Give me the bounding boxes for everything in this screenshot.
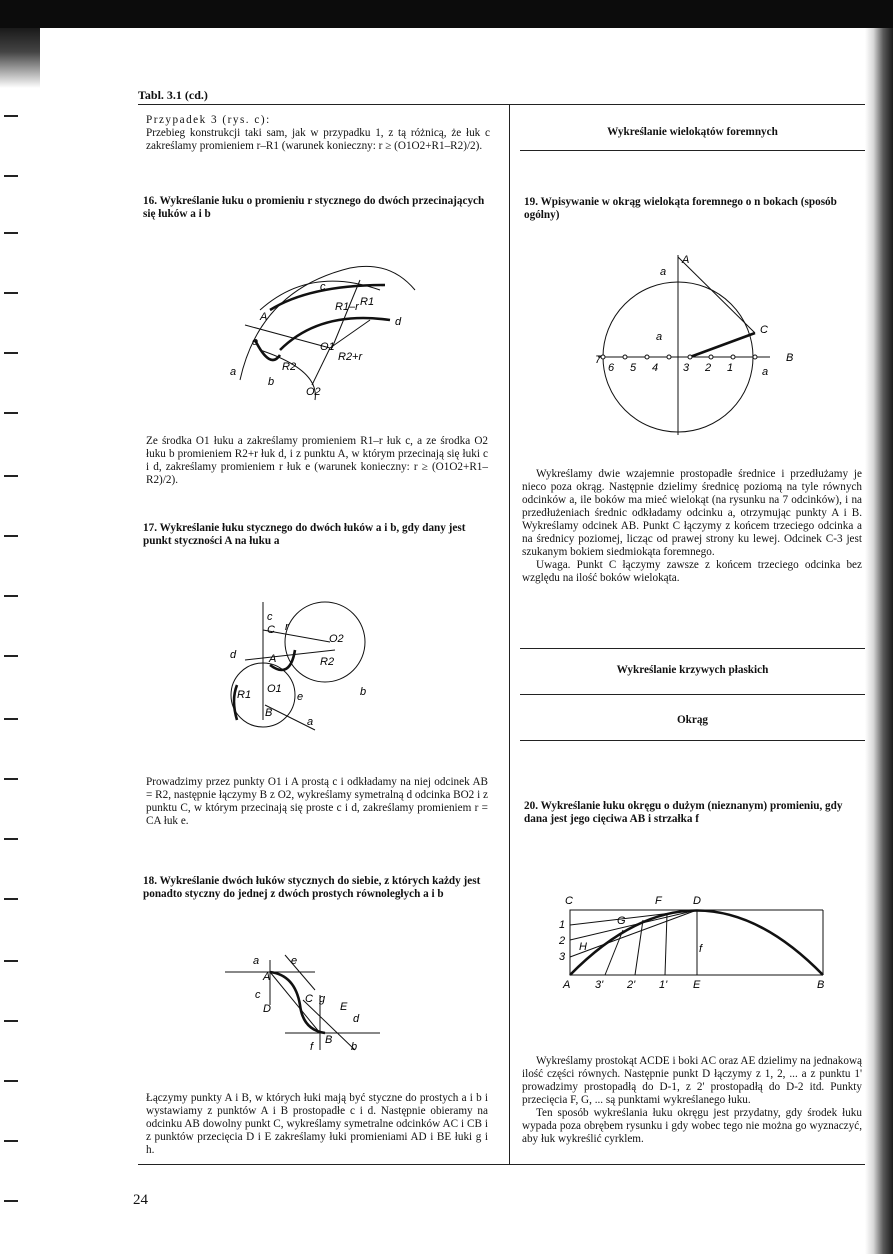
margin-tick xyxy=(4,718,18,720)
fig16-label-R2: R2 xyxy=(282,361,297,373)
arc-d-bold xyxy=(280,318,390,350)
section-19-para1: Wykreślamy dwie wzajemnie prostopadłe średnice i przedłużamy je nieco poza okrąg. Następnie dzielimy średnicę poziomą na tyle równych odcinków a, ile boków ma mieć wielokąt (na rysunku na 7 odcinków), i na przedłużeniach średnic odkładamy odcinku a, otrzymując punkty A i B. Wykreślamy odcinek AB. Punkt C łączymy z końcem trzeciego odcinka a na średnicy poziomej, licząc od prawej strony ku lewej. Odcinek C-3 jest szukanym bokiem siedmiokąta foremnego. xyxy=(522,468,862,558)
fig17-label-C: C xyxy=(267,624,275,636)
intro-case: Przypadek 3 (rys. c): xyxy=(146,114,271,126)
figure-18 xyxy=(225,950,395,1060)
fig20-label-2prime: 2' xyxy=(627,979,636,991)
fig19-label-a-top: a xyxy=(660,266,667,278)
fig19-label-6: 6 xyxy=(608,362,615,374)
fig16-label-c: c xyxy=(320,281,326,293)
fig20-label-1: 1 xyxy=(559,919,566,931)
figure-20 xyxy=(555,892,835,992)
margin-tick xyxy=(4,960,18,962)
fig19-label-a-right: a xyxy=(762,366,769,378)
fig16-label-b: b xyxy=(268,376,275,388)
rule xyxy=(520,150,865,151)
fig18-label-g: g xyxy=(319,993,326,1005)
fig18-label-b: b xyxy=(351,1041,358,1053)
fig20-label-F: F xyxy=(655,895,662,907)
margin-tick xyxy=(4,175,18,177)
fig19-label-A: A xyxy=(682,254,690,266)
fig18-label-D: D xyxy=(263,1003,271,1015)
table-bottom-rule xyxy=(138,1164,865,1165)
margin-tick xyxy=(4,1200,18,1202)
margin-tick xyxy=(4,412,18,414)
fig18-label-a: a xyxy=(253,955,260,967)
intro-text: Przebieg konstrukcji taki sam, jak w przypadku 1, z tą różnicą, że łuk c zakreślamy promieniem r–R1 (warunek konieczny: r ≥ (O1O2+R1–R2)/2). xyxy=(146,127,490,152)
fig19-label-C: C xyxy=(760,324,768,336)
fig17-label-d: d xyxy=(230,649,237,661)
fig18-label-B: B xyxy=(325,1034,333,1046)
section-17-heading: 17. Wykreślanie łuku stycznego do dwóch łuków a i b, gdy dany jest punkt styczności A na łuku a xyxy=(143,522,466,547)
margin-tick xyxy=(4,898,18,900)
fig20-label-G: G xyxy=(617,915,626,927)
scan-right-shadow xyxy=(865,28,893,1254)
header-polygons: Wykreślanie wielokątów foremnych xyxy=(607,126,778,138)
figure-16 xyxy=(220,250,430,410)
circle-b xyxy=(285,602,365,682)
fig19-label-5: 5 xyxy=(630,362,637,374)
margin-tick xyxy=(4,292,18,294)
fig18-label-d: d xyxy=(353,1013,360,1025)
fig17-label-O1: O1 xyxy=(267,683,282,695)
fig16-label-a: a xyxy=(230,366,237,378)
fig20-label-1prime: 1' xyxy=(659,979,668,991)
scan-left-shadow xyxy=(0,28,40,88)
margin-tick xyxy=(4,1020,18,1022)
fig17-label-c: c xyxy=(267,611,273,623)
fig20-label-2: 2 xyxy=(559,935,566,947)
margin-tick xyxy=(4,535,18,537)
fig16-label-O1: O1 xyxy=(320,341,335,353)
fig18-label-c: c xyxy=(255,989,261,1001)
fig19-label-2: 2 xyxy=(705,362,712,374)
fig17-label-R1: R1 xyxy=(237,689,252,701)
margin-tick xyxy=(4,115,18,117)
margin-tick xyxy=(4,655,18,657)
arc-e xyxy=(255,340,280,360)
header-curves: Wykreślanie krzywych płaskich xyxy=(616,664,769,676)
fig16-label-R1: R1 xyxy=(360,296,375,308)
fig17-label-O2: O2 xyxy=(329,633,344,645)
fig16-label-e: e xyxy=(252,336,259,348)
fig19-label-3: 3 xyxy=(683,362,690,374)
fig17-label-e: e xyxy=(297,691,304,703)
fig19-label-B: B xyxy=(786,352,794,364)
fig19-label-7: 7 xyxy=(595,354,602,366)
fig18-label-E: E xyxy=(340,1001,348,1013)
figure-17 xyxy=(225,600,385,735)
curve-gh xyxy=(270,972,325,1033)
table-caption: Tabl. 3.1 (cd.) xyxy=(138,88,208,102)
fig18-label-C: C xyxy=(305,993,313,1005)
section-16-heading: 16. Wykreślanie łuku o promieniu r stycznego do dwóch przecinających się łuków a i b xyxy=(143,195,485,220)
fig20-label-3prime: 3' xyxy=(595,979,604,991)
fig20-label-E: E xyxy=(693,979,701,991)
fig17-label-A: A xyxy=(269,653,277,665)
fig20-label-D: D xyxy=(693,895,701,907)
fig16-label-O2: O2 xyxy=(306,386,321,398)
column-divider xyxy=(509,104,510,1164)
margin-tick xyxy=(4,1140,18,1142)
margin-tick xyxy=(4,595,18,597)
margin-tick xyxy=(4,778,18,780)
intro-block xyxy=(146,114,490,153)
fig16-label-R1r: R1–r xyxy=(335,301,359,313)
section-19-heading: 19. Wpisywanie w okrąg wielokąta foremnego o n bokach (sposób ogólny) xyxy=(524,196,837,221)
margin-tick xyxy=(4,1080,18,1082)
section-19-para2: Uwaga. Punkt C łączymy zawsze z końcem trzeciego odcinka bez względu na ilość boków wielokąta. xyxy=(522,559,862,584)
page-number: 24 xyxy=(133,1192,148,1208)
scan-top-shadow xyxy=(0,0,893,28)
fig20-label-C: C xyxy=(565,895,573,907)
fig20-label-f: f xyxy=(699,943,703,955)
section-20-para2: Ten sposób wykreślania łuku okręgu jest przydatny, gdy środek łuku wypada poza obrębem rysunku i gdy wobec tego nie można go wyznaczyć, aby łuk wykreślić cyrklem. xyxy=(522,1107,862,1145)
fig17-label-B: B xyxy=(265,707,273,719)
fig16-label-A: A xyxy=(260,311,268,323)
fig17-label-b: b xyxy=(360,686,367,698)
rule xyxy=(520,740,865,741)
section-20-text xyxy=(522,1055,862,1146)
rectangle-ACDE xyxy=(570,910,697,975)
margin-tick xyxy=(4,232,18,234)
fig20-label-B: B xyxy=(817,979,825,991)
fig20-label-3: 3 xyxy=(559,951,566,963)
fig17-label-a: a xyxy=(307,716,314,728)
table-top-rule xyxy=(138,104,865,105)
section-18-text: Łączymy punkty A i B, w których łuki mają być styczne do prostych a i b i wystawiamy z punktów A i B prostopadłe c i d. Następnie obieramy na odcinku AB dowolny punkt C, wykreślamy symetralne odcinków AC i CB i z punktów przecięcia D i E zakreślamy łuki promieniami AD i BE łuki g i h. xyxy=(146,1092,488,1156)
side-C3 xyxy=(690,333,755,357)
section-20-para1: Wykreślamy prostokąt ACDE i boki AC oraz AE dzielimy na jednakową ilość części równych. Następnie punkt D łączymy z 1, 2, ... a z punktu 1' prowadzimy prostopadłą do D-1, z 2' prostopadłą do D-2 itd. Punkty przecięcia F, G, ... są punktami wykreślanego łuku. xyxy=(522,1055,862,1106)
fig19-label-1: 1 xyxy=(727,362,734,374)
fig17-label-r: r xyxy=(285,621,289,633)
rule xyxy=(520,648,865,649)
header-circle: Okrąg xyxy=(676,714,709,726)
fig19-label-a-mid: a xyxy=(656,331,663,343)
fig19-label-4: 4 xyxy=(652,362,659,374)
fig16-label-R2r: R2+r xyxy=(338,351,363,363)
figure-19 xyxy=(590,245,810,435)
section-17-text: Prowadzimy przez punkty O1 i A prostą c i odkładamy na niej odcinek AB = R2, następnie łączymy B z O2, wykreślamy symetralną d odcinka BO2 i z punktu C, w którym przecinają się proste c i d, zakreślamy promieniem r = CA łuk e. xyxy=(146,776,488,827)
section-20-heading: 20. Wykreślanie łuku okręgu o dużym (nieznanym) promieniu, gdy dana jest jego cięciwa AB i strzałka f xyxy=(524,800,843,825)
section-16-text: Ze środka O1 łuku a zakreślamy promieniem R1–r łuk c, a ze środka O2 łuku b promieniem R2+r łuk d, i z punktu A, w którym przecinają się łuki c i d, zakreślamy promieniem r łuk e (warunek konieczny: r ≥ (O1O2+R1–R2)/2). xyxy=(146,435,488,486)
margin-tick xyxy=(4,838,18,840)
fig17-label-R2: R2 xyxy=(320,656,335,668)
section-18-heading: 18. Wykreślanie dwóch łuków stycznych do siebie, z których każdy jest ponadto styczny do jednej z dwóch prostych równoległych a i b xyxy=(143,875,481,900)
fig18-label-e: e xyxy=(291,955,298,967)
margin-tick xyxy=(4,352,18,354)
section-19-text xyxy=(522,468,862,585)
fig20-label-H: H xyxy=(579,941,587,953)
fig18-label-A: A xyxy=(263,971,271,983)
rule xyxy=(520,694,865,695)
fig20-label-A: A xyxy=(563,979,571,991)
margin-tick xyxy=(4,475,18,477)
fig16-label-d: d xyxy=(395,316,402,328)
fig18-label-f: f xyxy=(310,1041,314,1053)
